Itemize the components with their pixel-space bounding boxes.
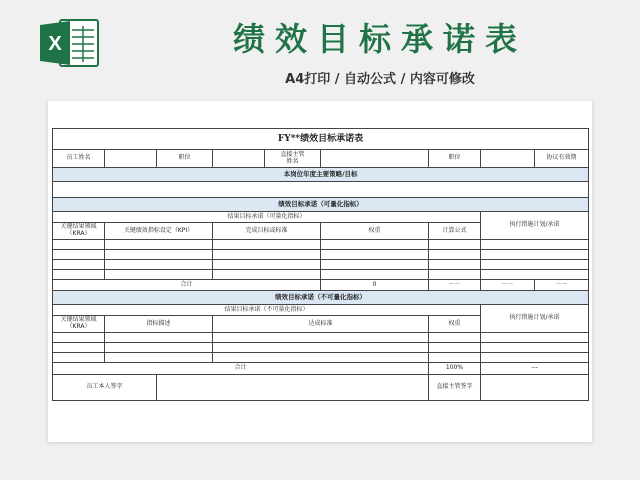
quant-total-dash-3: －－	[535, 280, 589, 291]
quant-total-label: 合计	[53, 280, 321, 291]
quant-kra-line2: （KRA）	[66, 230, 91, 237]
banner-subtitle: A4打印 / 自动公式 / 内容可修改	[285, 72, 475, 87]
position2-cell[interactable]	[481, 150, 535, 168]
quant-cell[interactable]	[105, 240, 213, 250]
excel-logo-icon	[38, 18, 100, 68]
nonquant-cell[interactable]	[429, 353, 481, 363]
nonquant-cell[interactable]	[105, 343, 213, 353]
quant-kpi-header: 关键绩效指标设定（KPI）	[105, 223, 213, 240]
quant-cell[interactable]	[321, 260, 429, 270]
quant-group-header: 结果目标承诺（可量化指标）	[53, 212, 481, 223]
quant-total-value: 0	[321, 280, 429, 291]
annual-strategy-cell[interactable]	[53, 182, 589, 198]
supervisor-label-line2: 姓名	[286, 157, 299, 165]
agreement-period-label: 协议有效期	[535, 150, 589, 168]
quant-formula-header: 计算公式	[429, 223, 481, 240]
banner-title: 绩效目标承诺表	[232, 20, 527, 58]
nonquant-group-header: 结果目标承诺（不可量化指标）	[53, 305, 481, 316]
section-quant-targets: 绩效目标承诺（可量化指标）	[53, 198, 589, 212]
quant-weight-header: 权重	[321, 223, 429, 240]
quant-cell[interactable]	[429, 240, 481, 250]
quant-kra-header	[53, 223, 105, 240]
quant-kra-line1: 关键结果领域	[60, 223, 97, 231]
quant-cell[interactable]	[213, 240, 321, 250]
performance-form-table	[52, 128, 589, 401]
quant-cell[interactable]	[105, 250, 213, 260]
nonquant-cell[interactable]	[481, 353, 589, 363]
position-label: 职位	[157, 150, 213, 168]
quant-cell[interactable]	[53, 240, 105, 250]
quant-cell[interactable]	[53, 270, 105, 280]
quant-cell[interactable]	[105, 260, 213, 270]
employee-name-label: 员工姓名	[53, 150, 105, 168]
quant-cell[interactable]	[213, 270, 321, 280]
nonquant-cell[interactable]	[105, 353, 213, 363]
nonquant-kra-header	[53, 316, 105, 333]
nonquant-cell[interactable]	[481, 333, 589, 343]
nonquant-total-value: 100%	[429, 363, 481, 375]
nonquant-cell[interactable]	[53, 343, 105, 353]
quant-cell[interactable]	[429, 260, 481, 270]
position-cell[interactable]	[213, 150, 265, 168]
employee-name-cell[interactable]	[105, 150, 157, 168]
supervisor-signature-label: 直接主管签字	[429, 375, 481, 401]
quant-exec-plan-header: 执行措施计划/承诺	[481, 212, 589, 240]
nonquant-cell[interactable]	[429, 343, 481, 353]
quant-cell[interactable]	[213, 250, 321, 260]
supervisor-label-line1: 直接主管	[280, 150, 305, 158]
nonquant-weight-header: 权重	[429, 316, 481, 333]
quant-total-dash-1: －－	[429, 280, 481, 291]
employee-signature-label: 员工本人签字	[53, 375, 157, 401]
section-nonquant-targets: 绩效目标承诺（不可量化指标）	[53, 291, 589, 305]
employee-signature-cell[interactable]	[157, 375, 429, 401]
quant-cell[interactable]	[481, 240, 589, 250]
nonquant-cell[interactable]	[53, 353, 105, 363]
nonquant-kra-line1: 关键结果领域	[60, 316, 97, 324]
nonquant-cell[interactable]	[429, 333, 481, 343]
nonquant-kra-line2: （KRA）	[66, 323, 91, 330]
quant-cell[interactable]	[429, 250, 481, 260]
quant-cell[interactable]	[481, 260, 589, 270]
quant-cell[interactable]	[321, 240, 429, 250]
nonquant-cell[interactable]	[213, 343, 429, 353]
quant-total-dash-2: －－	[481, 280, 535, 291]
quant-cell[interactable]	[321, 250, 429, 260]
nonquant-cell[interactable]	[213, 353, 429, 363]
supervisor-name-cell[interactable]	[321, 150, 429, 168]
nonquant-cell[interactable]	[53, 333, 105, 343]
nonquant-exec-plan-header: 执行措施计划/承诺	[481, 305, 589, 333]
quant-cell[interactable]	[321, 270, 429, 280]
quant-cell[interactable]	[481, 250, 589, 260]
nonquant-total-dash: ---	[481, 363, 589, 375]
quant-cell[interactable]	[481, 270, 589, 280]
quant-cell[interactable]	[105, 270, 213, 280]
nonquant-cell[interactable]	[481, 343, 589, 353]
spreadsheet-sheet	[48, 101, 592, 442]
nonquant-cell[interactable]	[213, 333, 429, 343]
supervisor-name-label	[265, 150, 321, 168]
quant-cell[interactable]	[429, 270, 481, 280]
quant-cell[interactable]	[213, 260, 321, 270]
nonquant-cell[interactable]	[105, 333, 213, 343]
supervisor-signature-cell[interactable]	[481, 375, 589, 401]
quant-cell[interactable]	[53, 250, 105, 260]
section-annual-strategy: 本岗位年度主要策略/目标	[53, 168, 589, 182]
position2-label: 职位	[429, 150, 481, 168]
nonquant-total-label: 合计	[53, 363, 429, 375]
form-title: FY**绩效目标承诺表	[53, 129, 589, 150]
quant-standard-header: 完成目标或标准	[213, 223, 321, 240]
nonquant-desc-header: 指标描述	[105, 316, 213, 333]
nonquant-standard-header: 达成标准	[213, 316, 429, 333]
logo-letter: X	[48, 33, 62, 55]
quant-cell[interactable]	[53, 260, 105, 270]
